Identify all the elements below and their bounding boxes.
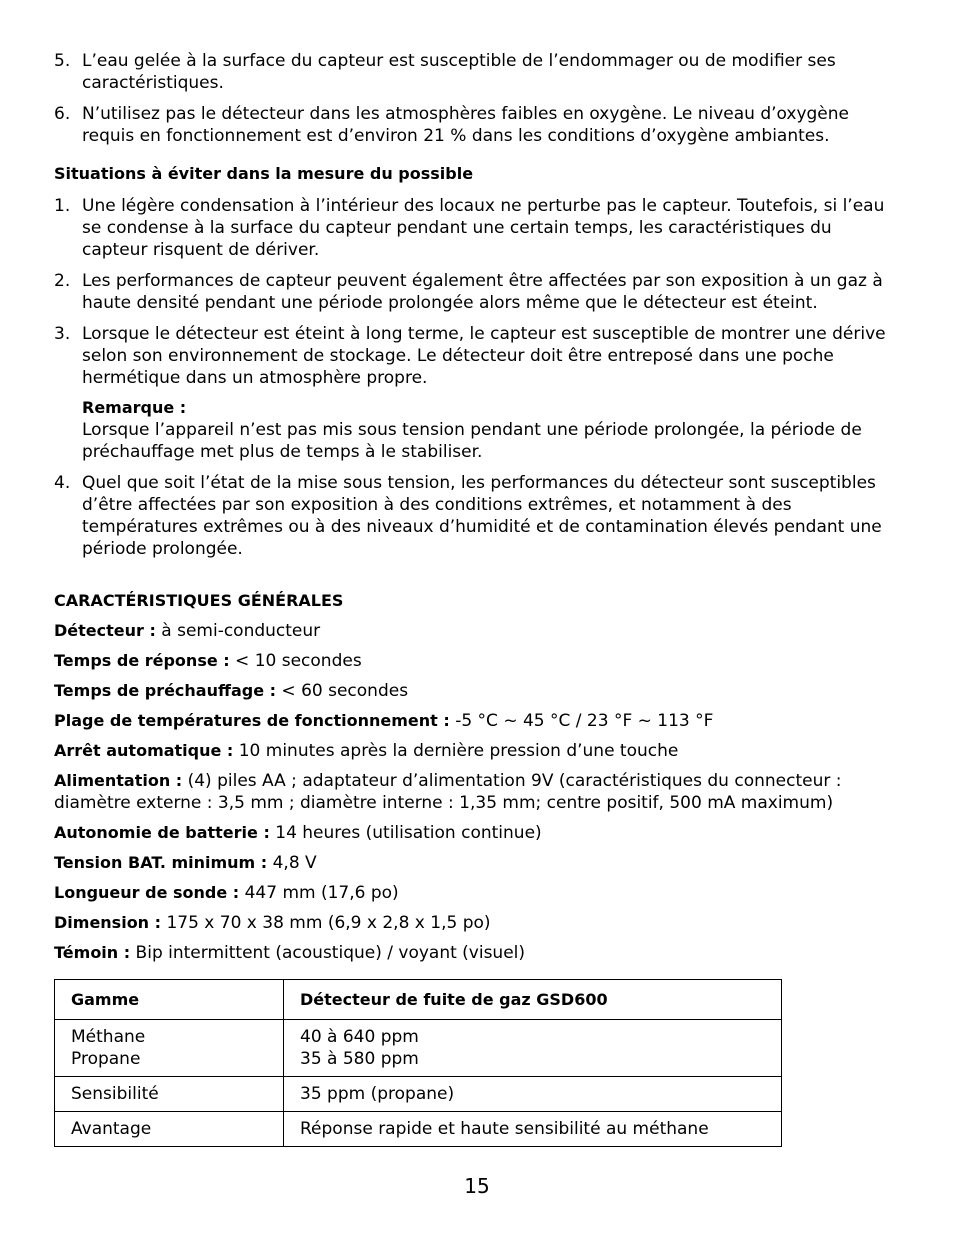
spec-value: 10 minutes après la dernière pression d’une touche [233,741,679,761]
table-cell [55,1077,284,1112]
spec-value: 14 heures (utilisation continue) [269,823,542,843]
spec-row [54,620,900,642]
list-text: L’eau gelée à la surface du capteur est susceptible de l’endommager ou de modifier ses caractéristiques. [82,51,836,93]
spec-value: < 60 secondes [276,681,409,701]
table-row [55,1112,782,1147]
spec-label: Temps de préchauffage : [54,681,277,700]
spec-row [54,740,900,762]
spec-label: Plage de températures de fonctionnement : [54,711,450,730]
list-text: Une légère condensation à l’intérieur des locaux ne perturbe pas le capteur. Toutefois, si l’eau se condense à la surface du capteur pendant une certain temps, les caractéristiques du capteur risquent de dériver. [82,196,885,260]
section-heading-avoid: Situations à éviter dans la mesure du possible [54,164,474,183]
table-cell-line: Réponse rapide et haute sensibilité au méthane [300,1119,709,1139]
list-item [54,195,900,261]
spec-row [54,680,900,702]
list-number: 5. [54,51,71,71]
spec-label: Autonomie de batterie : [54,823,270,842]
spec-value: (4) piles AA ; adaptateur d’alimentation 9V (caractéristiques du connecteur : diamètre externe : 3,5 mm ; diamètre interne : 1,35 mm; centre positif, 500 mA maximum) [54,771,842,813]
spec-label: Longueur de sonde : [54,883,240,902]
list-text: Quel que soit l’état de la mise sous tension, les performances du détecteur sont susceptibles d’être affectées par son exposition à des conditions extrêmes, et notamment à des températures extrêmes ou à des niveaux d’humidité et de contamination élevés pendant une période prolongée. [82,473,882,559]
section-heading-specs: CARACTÉRISTIQUES GÉNÉRALES [54,591,344,610]
table-cell [284,1112,782,1147]
table-cell [284,1077,782,1112]
spec-label: Tension BAT. minimum : [54,853,268,872]
list-item [54,323,900,389]
spec-row [54,882,900,904]
spec-row [54,852,900,874]
table-header-row [55,980,782,1020]
document-page [54,50,900,1147]
spec-row [54,912,900,934]
table-cell-line: Sensibilité [71,1084,159,1104]
table-cell [55,1020,284,1077]
specs-list [54,620,900,964]
table-cell-line: Avantage [71,1119,152,1139]
spec-label: Dimension : [54,913,162,932]
list-number: 3. [54,324,71,344]
list-number: 2. [54,271,71,291]
spec-row [54,710,900,732]
spec-label: Temps de réponse : [54,651,230,670]
spec-row [54,770,900,814]
table-cell-line: Propane [71,1049,141,1069]
spec-label: Alimentation : [54,771,183,790]
table-cell [284,1020,782,1077]
table-cell-line: 35 à 580 ppm [300,1049,419,1069]
spec-row [54,942,900,964]
specs-table [54,979,782,1147]
spec-row [54,650,900,672]
list-number: 4. [54,473,71,493]
page-number: 15 [464,1174,490,1198]
list-text: Les performances de capteur peuvent également être affectées par son exposition à un gaz à haute densité pendant une période prolongée alors même que le détecteur est éteint. [82,271,883,313]
spec-value: 4,8 V [267,853,317,873]
spec-label: Détecteur : [54,621,156,640]
list-text: Lorsque le détecteur est éteint à long terme, le capteur est susceptible de montrer une dérive selon son environnement de stockage. Le détecteur doit être entreposé dans une poche hermétique dans un atmosphère propre. [82,324,886,388]
note-title: Remarque : [82,398,187,417]
table-header-cell: Gamme [55,980,284,1020]
spec-value: < 10 secondes [229,651,362,671]
table-row [55,1077,782,1112]
table-cell-line: 40 à 640 ppm [300,1027,419,1047]
list-number: 6. [54,104,71,124]
spec-row [54,822,900,844]
table-cell-line: Méthane [71,1027,146,1047]
spec-label: Arrêt automatique : [54,741,234,760]
spec-value: Bip intermittent (acoustique) / voyant (visuel) [130,943,526,963]
list-item [54,472,900,560]
spec-value: à semi-conducteur [155,621,321,641]
list-item [54,50,900,94]
note-text: Lorsque l’appareil n’est pas mis sous tension pendant une période prolongée, la période de préchauffage met plus de temps à le stabiliser. [82,420,862,462]
spec-label: Témoin : [54,943,131,962]
table-cell-line: 35 ppm (propane) [300,1084,455,1104]
list-text: N’utilisez pas le détecteur dans les atmosphères faibles en oxygène. Le niveau d’oxygène requis en fonctionnement est d’environ 21 % dans les conditions d’oxygène ambiantes. [82,104,850,146]
spec-value: 175 x 70 x 38 mm (6,9 x 2,8 x 1,5 po) [161,913,491,933]
list-item [54,270,900,314]
note-block [54,397,900,463]
list-number: 1. [54,196,71,216]
spec-value: 447 mm (17,6 po) [239,883,399,903]
table-cell [55,1112,284,1147]
table-row [55,1020,782,1077]
spec-value: -5 °C ~ 45 °C / 23 °F ~ 113 °F [449,711,714,731]
table-header-cell: Détecteur de fuite de gaz GSD600 [284,980,782,1020]
list-item [54,103,900,147]
